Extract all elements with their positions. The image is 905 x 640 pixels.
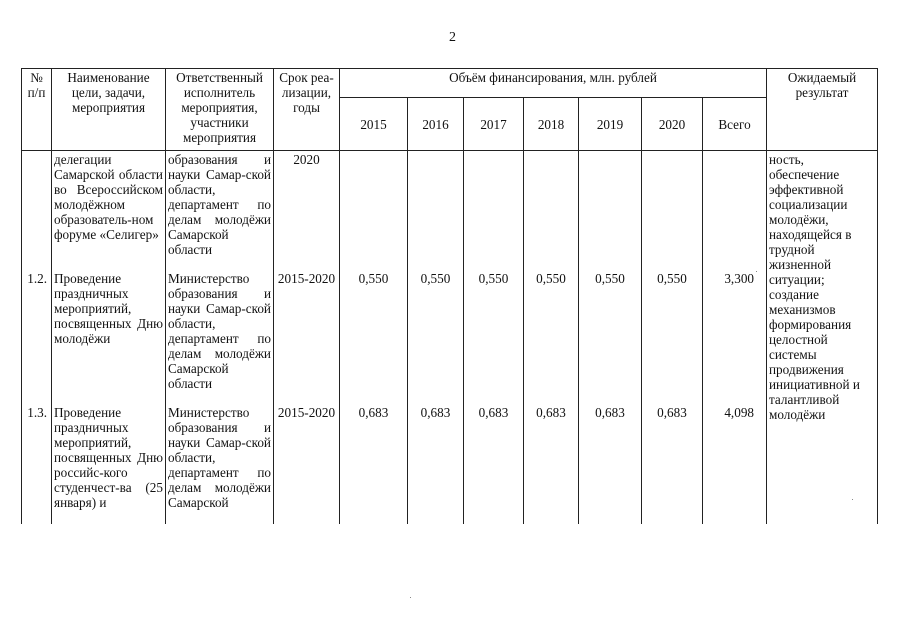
header-funding: Объём финансирования, млн. рублей xyxy=(340,69,767,98)
row-period: 2015-2020 xyxy=(274,405,340,524)
header-year-2018: 2018 xyxy=(524,98,579,151)
header-total: Всего xyxy=(703,98,767,151)
row-name: делегации Самарской области во Всероссийском молодёжном образователь-ном форуме «Селигер» xyxy=(52,151,166,272)
row-value-2016: 0,550 xyxy=(408,271,464,405)
header-year-2020: 2020 xyxy=(642,98,703,151)
row-total: 3,300 xyxy=(703,271,767,405)
row-period: 2020 xyxy=(274,151,340,272)
row-period: 2015-2020 xyxy=(274,271,340,405)
header-year-2015: 2015 xyxy=(340,98,408,151)
row-value-2019 xyxy=(579,151,642,272)
row-total: 4,098 xyxy=(703,405,767,524)
table-row xyxy=(22,151,878,272)
header-num: № п/п xyxy=(22,69,52,151)
header-year-2016: 2016 xyxy=(408,98,464,151)
row-value-2016 xyxy=(408,151,464,272)
row-responsible: Министерство образования и науки Самар-ской области, департамент по делам молодёжи Самарской области xyxy=(166,271,274,405)
row-num: 1.2. xyxy=(22,271,52,405)
row-value-2017: 0,550 xyxy=(464,271,524,405)
row-num: 1.3. xyxy=(22,405,52,524)
header-responsible: Ответственный исполнитель мероприятия, участники мероприятия xyxy=(166,69,274,151)
header-name: Наименование цели, задачи, мероприятия xyxy=(52,69,166,151)
row-value-2020: 0,550 xyxy=(642,271,703,405)
row-value-2020: 0,683 xyxy=(642,405,703,524)
row-value-2016: 0,683 xyxy=(408,405,464,524)
row-value-2019: 0,550 xyxy=(579,271,642,405)
page-number: 2 xyxy=(449,30,456,45)
header-period: Срок реа-лизации, годы xyxy=(274,69,340,151)
row-value-2019: 0,683 xyxy=(579,405,642,524)
row-num xyxy=(22,151,52,272)
row-value-2015 xyxy=(340,151,408,272)
table-row xyxy=(22,405,878,524)
scan-speck xyxy=(852,499,853,500)
table-row xyxy=(22,271,878,405)
row-value-2018 xyxy=(524,151,579,272)
scan-speck xyxy=(756,271,757,272)
row-value-2018: 0,683 xyxy=(524,405,579,524)
header-year-2019: 2019 xyxy=(579,98,642,151)
row-value-2020 xyxy=(642,151,703,272)
row-value-2015: 0,550 xyxy=(340,271,408,405)
row-responsible: Министерство образования и науки Самар-ской области, департамент по делам молодёжи Самарской xyxy=(166,405,274,524)
header-year-2017: 2017 xyxy=(464,98,524,151)
header-result: Ожидаемый результат xyxy=(767,69,878,151)
row-responsible: образования и науки Самар-ской области, департамент по делам молодёжи Самарской области xyxy=(166,151,274,272)
row-name: Проведение праздничных мероприятий, посвященных Дню молодёжи xyxy=(52,271,166,405)
row-name: Проведение праздничных мероприятий, посвященных Дню российс-кого студенчест-ва (25 января) и xyxy=(52,405,166,524)
expected-result: ность, обеспечение эффективной социализации молодёжи, находящейся в трудной жизненной ситуации; создание механизмов формирования целостной системы продвижения инициативной и талантливой молодёжи xyxy=(767,151,878,525)
program-table xyxy=(21,68,878,524)
row-value-2017 xyxy=(464,151,524,272)
row-total xyxy=(703,151,767,272)
scan-speck xyxy=(410,597,411,598)
row-value-2015: 0,683 xyxy=(340,405,408,524)
row-value-2018: 0,550 xyxy=(524,271,579,405)
row-value-2017: 0,683 xyxy=(464,405,524,524)
